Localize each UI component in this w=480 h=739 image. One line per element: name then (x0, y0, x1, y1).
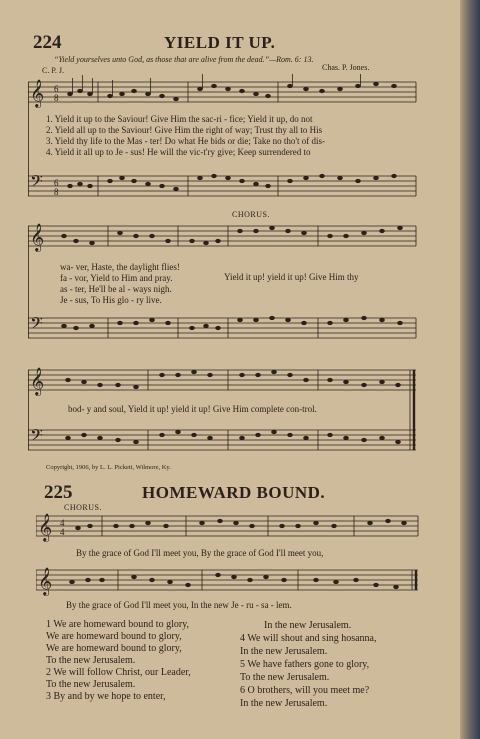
chorus-label-225: CHORUS. (64, 503, 102, 512)
verse-line: We are homeward bound to glory, (46, 631, 182, 642)
svg-text:8: 8 (54, 93, 59, 103)
verse-line: In the new Jerusalem. (264, 620, 352, 631)
verse-line: 1. Yield it up to the Saviour! Give Him the sac-ri - fice; Yield it up, do not (46, 114, 313, 124)
music-system-5 (36, 562, 420, 598)
verse-line: 4 We will shout and sing hosanna, (240, 633, 377, 644)
verse-line: wa- ver, Haste, the daylight flies! (60, 262, 180, 272)
verse-line: Je - sus, To His glo - ry live. (60, 295, 162, 305)
verse-line: 5 We have fathers gone to glory, (240, 659, 370, 670)
homeward-chorus-line-2: By the grace of God I'll meet you, In the new Je - ru - sa - lem. (66, 600, 292, 610)
hymn-number-224: 224 (33, 32, 62, 53)
composer-name: Chas. P. Jones. (322, 63, 370, 72)
verse-line: 2. Yield all up to the Saviour! Give Him the right of way; Trust thy all to His (46, 125, 323, 135)
chorus-line-1: Yield it up! yield it up! Give Him thy (224, 272, 359, 282)
svg-text:𝄢: 𝄢 (30, 315, 43, 337)
verse-line: 4. Yield it all up to Je - sus! He will the vic-t'ry give; Keep surrendered to (46, 147, 311, 157)
hymn-title-225: HOMEWARD BOUND. (142, 483, 326, 502)
verse-line: fa - vor, Yield to Him and pray. (60, 273, 173, 283)
hymn-number-225: 225 (44, 482, 73, 503)
verse-line: To the new Jerusalem. (240, 672, 330, 683)
verse-lines-1 (46, 114, 325, 158)
verse-line: 3. Yield thy life to the Mas - ter! Do what He bids or die; Take no tho't of dis- (46, 136, 325, 146)
svg-text:4: 4 (60, 527, 65, 537)
chorus-line-2: bod- y and soul, Yield it up! yield it up! Give Him complete con-trol. (68, 404, 317, 414)
verse-line: To the new Jerusalem. (46, 679, 136, 690)
svg-text:6: 6 (54, 178, 59, 188)
hymn-title-224: YIELD IT UP. (164, 33, 276, 52)
verse-line: 1 We are homeward bound to glory, (46, 619, 190, 630)
svg-text:𝄞: 𝄞 (30, 81, 45, 107)
copyright-notice: Copyright, 1906, by L. L. Pickett, Wilmore, Ky. (46, 464, 171, 471)
svg-text:𝄞: 𝄞 (30, 225, 45, 251)
svg-text:𝄞: 𝄞 (38, 569, 53, 595)
page-edge (460, 0, 480, 739)
verses-left-column (46, 619, 191, 703)
verse-lines-2 (60, 262, 180, 306)
verse-line: 6 O brothers, will you meet me? (240, 685, 370, 696)
chorus-label-224: CHORUS. (232, 210, 270, 219)
verse-line: We are homeward bound to glory, (46, 643, 182, 654)
music-system-4 (36, 508, 420, 544)
svg-text:6: 6 (54, 84, 59, 94)
composer-initials: C. P. J. (42, 66, 65, 75)
svg-text:𝄢: 𝄢 (30, 173, 43, 195)
homeward-chorus-line-1: By the grace of God I'll meet you, By the grace of God I'll meet you, (76, 548, 324, 558)
svg-text:𝄞: 𝄞 (38, 515, 53, 541)
verse-line: 2 We will follow Christ, our Leader, (46, 667, 191, 678)
verse-line: as - ter, He'll be al - ways nigh. (60, 284, 172, 294)
verse-line: 3 By and by we hope to enter, (46, 691, 166, 702)
verse-line: In the new Jerusalem. (240, 646, 328, 657)
verse-line: In the new Jerusalem. (240, 698, 328, 709)
verse-line: To the new Jerusalem. (46, 655, 136, 666)
svg-text:4: 4 (60, 518, 65, 528)
svg-text:𝄞: 𝄞 (30, 369, 45, 395)
svg-text:8: 8 (54, 187, 59, 197)
svg-text:𝄢: 𝄢 (30, 427, 43, 449)
verses-right-column (240, 619, 377, 710)
epigraph: “Yield yourselves unto God, as those that are alive from the dead.”—Rom. 6: 13. (54, 55, 314, 64)
